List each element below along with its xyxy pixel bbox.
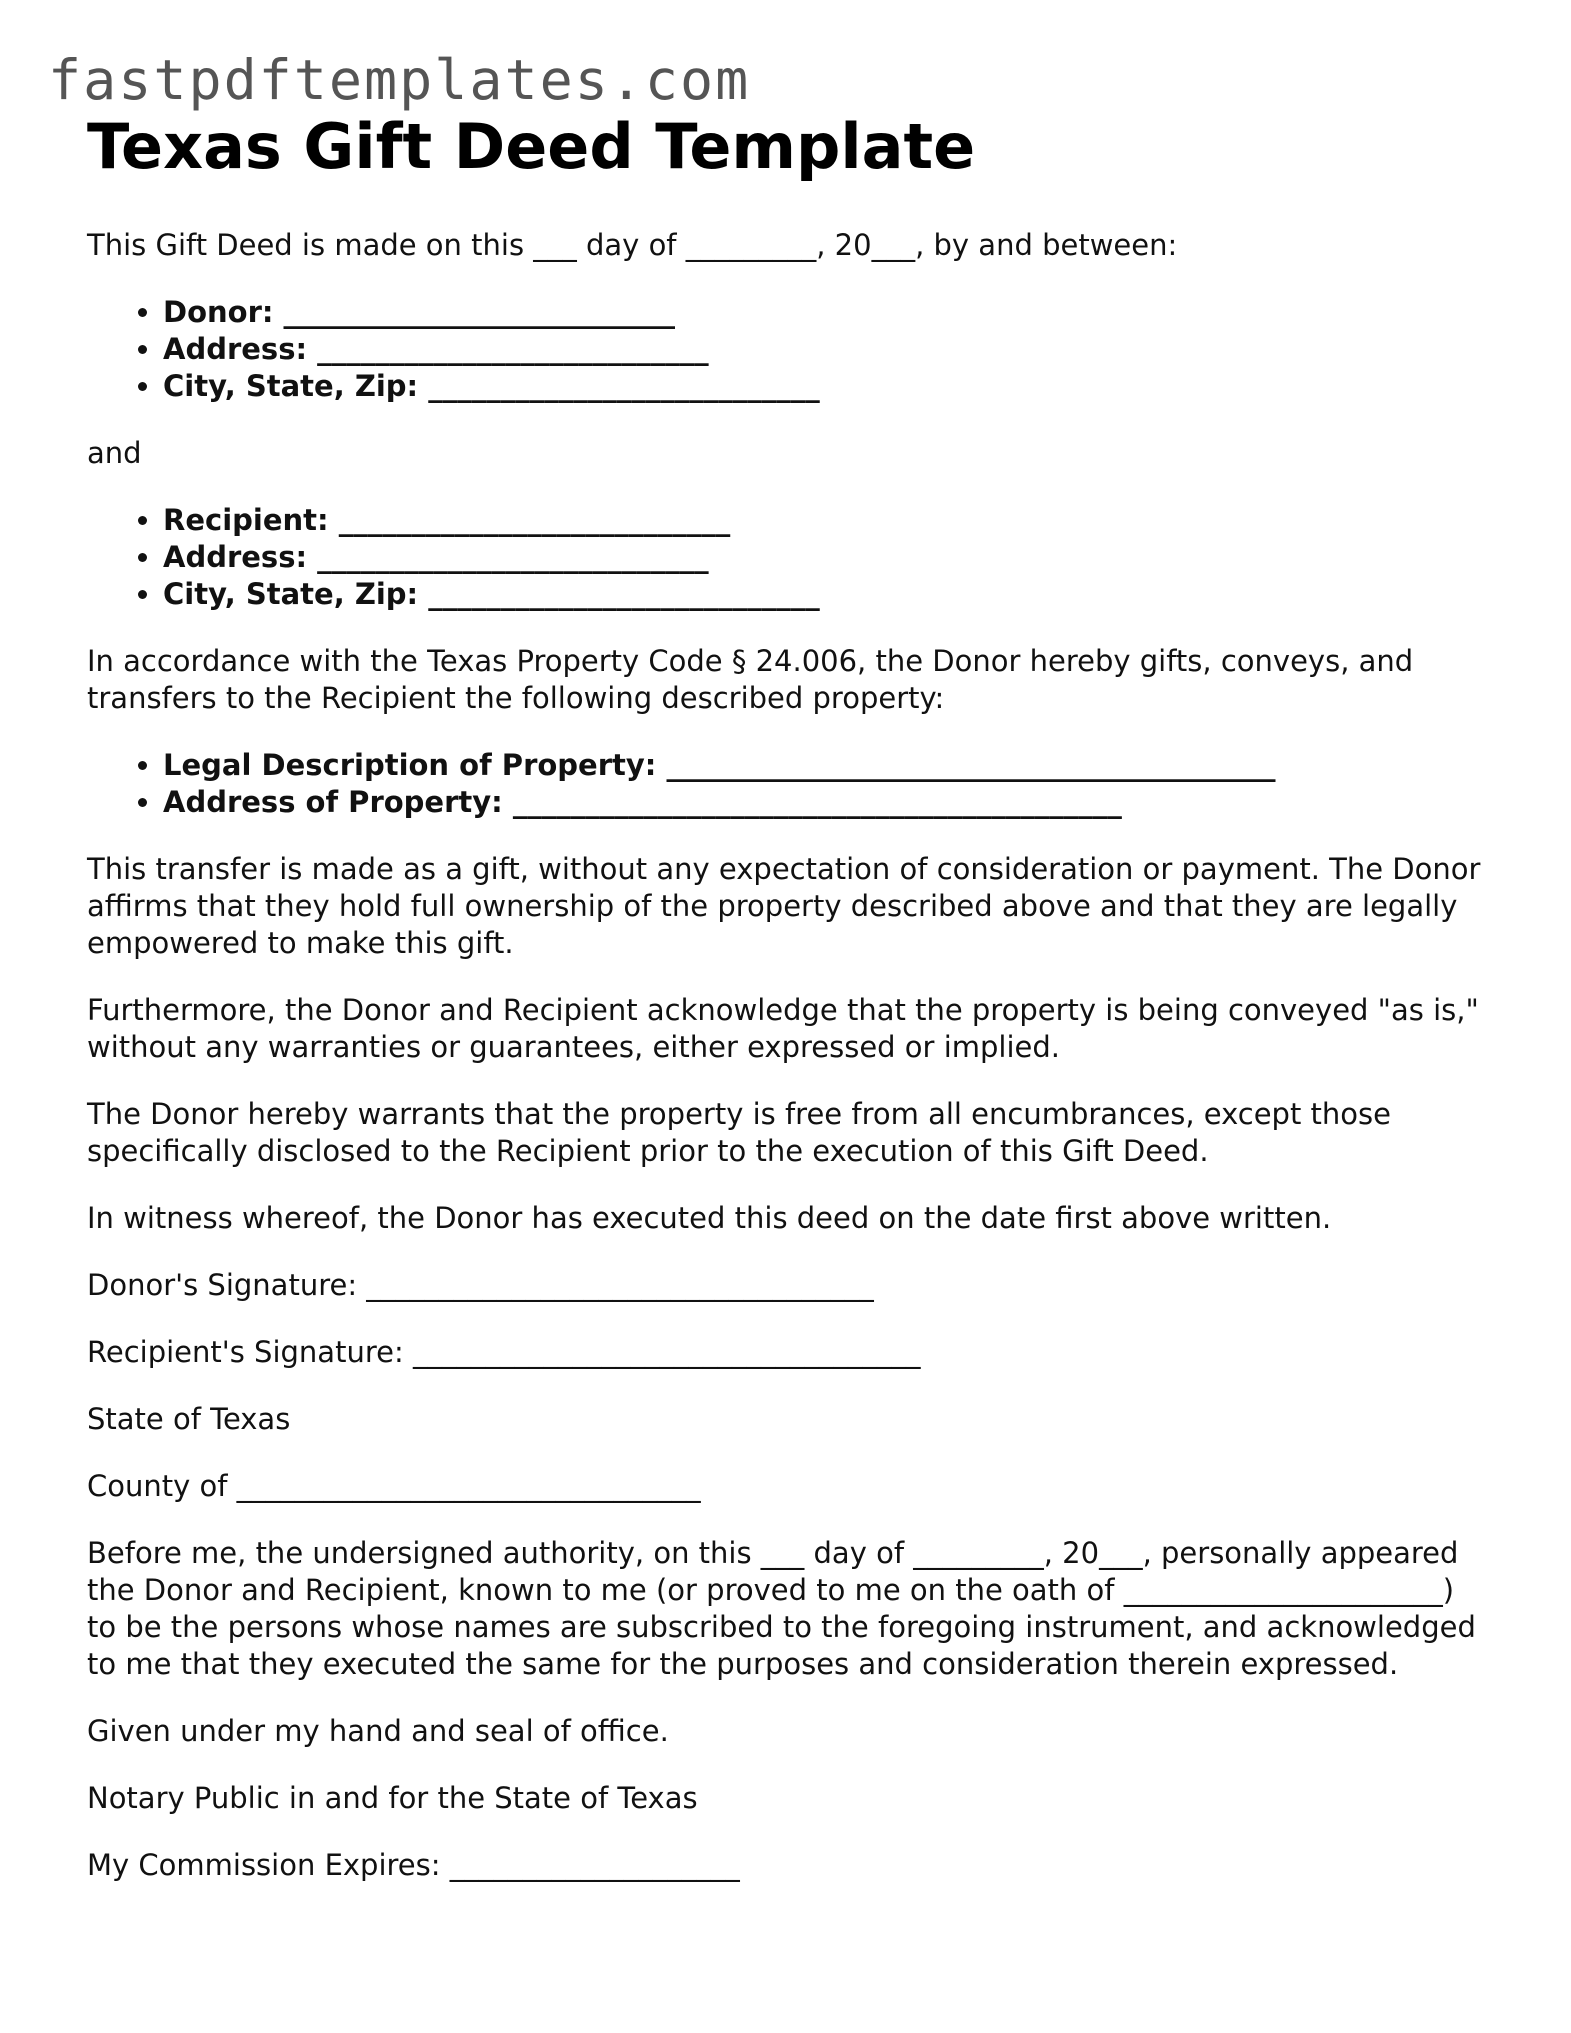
state-line: State of Texas bbox=[87, 1402, 291, 1436]
and-text: and bbox=[87, 436, 142, 470]
recipient-city-field: • City, State, Zip: ___________________________ bbox=[163, 576, 1487, 613]
as-is-clause: Furthermore, the Donor and Recipient acknowledge that the property is being conveyed "as is," without any warranties or guarantees, either expressed or implied. bbox=[87, 993, 1479, 1064]
recipient-address-field: • Address: ___________________________ bbox=[163, 539, 1487, 576]
seal-text: Given under my hand and seal of office. bbox=[87, 1714, 669, 1748]
property-list bbox=[87, 747, 1487, 821]
witness-clause: In witness whereof, the Donor has executed this deed on the date first above written. bbox=[87, 1201, 1332, 1235]
watermark: fastpdftemplates.com bbox=[48, 48, 751, 112]
donor-list bbox=[87, 294, 1487, 405]
notary-clause: Before me, the undersigned authority, on this ___ day of _________, 20___, personally appeared the Donor and Recipient, known to me (or proved to me on the oath of ______________________) to be the persons whose names are subscribed to the foregoing instrument, and acknowledged to me that they executed the same for the purposes and consideration therein expressed. bbox=[87, 1536, 1476, 1681]
county-line: County of ________________________________ bbox=[87, 1469, 701, 1503]
gift-clause: This transfer is made as a gift, without any expectation of consideration or payment. The Donor affirms that they hold full ownership of the property described above and that they are legally empowered to make this gift. bbox=[87, 852, 1481, 960]
warranty-clause: The Donor hereby warrants that the property is free from all encumbrances, except those specifically disclosed to the Recipient prior to the execution of this Gift Deed. bbox=[87, 1097, 1391, 1168]
recipient-name-field: • Recipient: ___________________________ bbox=[163, 502, 1487, 539]
property-legal-description-field: • Legal Description of Property: __________________________________________ bbox=[163, 747, 1487, 784]
commission-line: My Commission Expires: ____________________ bbox=[87, 1848, 740, 1882]
donor-city-field: • City, State, Zip: ___________________________ bbox=[163, 368, 1487, 405]
notary-title: Notary Public in and for the State of Texas bbox=[87, 1781, 698, 1815]
intro-paragraph: This Gift Deed is made on this ___ day of _________, 20___, by and between: bbox=[87, 228, 1178, 262]
donor-name-field: • Donor: ___________________________ bbox=[163, 294, 1487, 331]
property-address-field: • Address of Property: __________________________________________ bbox=[163, 784, 1487, 821]
donor-signature-line: Donor's Signature: ___________________________________ bbox=[87, 1268, 874, 1302]
donor-address-field: • Address: ___________________________ bbox=[163, 331, 1487, 368]
conveyance-paragraph: In accordance with the Texas Property Code § 24.006, the Donor hereby gifts, conveys, and transfers to the Recipient the following described property: bbox=[87, 644, 1414, 715]
page-title: Texas Gift Deed Template bbox=[87, 110, 976, 183]
recipient-list bbox=[87, 502, 1487, 613]
document-body bbox=[87, 108, 1487, 1914]
recipient-signature-line: Recipient's Signature: ___________________________________ bbox=[87, 1335, 921, 1369]
